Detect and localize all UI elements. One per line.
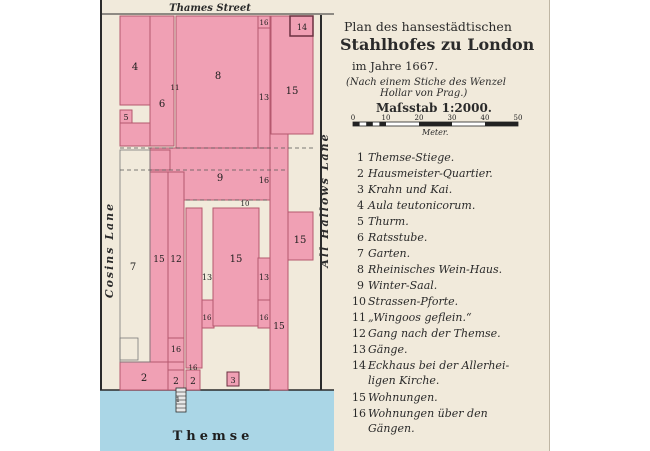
- legend-source-note-cont: Hollar von Prag.): [380, 88, 468, 99]
- plot-8: [176, 16, 258, 148]
- legend-item: [352, 311, 472, 324]
- plot-num-15-east: 15: [273, 322, 285, 332]
- plot-num-5: 5: [123, 113, 129, 122]
- plot-num-8: 8: [214, 71, 222, 82]
- plot-num-3: 3: [230, 376, 236, 385]
- street-label-thames: Thames Street: [169, 3, 251, 14]
- plot-num-2-annex: 2: [190, 377, 196, 387]
- legend-item: [352, 247, 410, 260]
- scale-bar: [346, 113, 526, 129]
- legend-item-continuation: Gängen.: [368, 422, 415, 435]
- legend-item: [352, 295, 458, 308]
- legend-item-label: Wohnungen über den: [368, 407, 488, 420]
- scale-tick-50: 50: [513, 114, 523, 122]
- legend-item-label: Hausmeister-Quartier.: [368, 167, 493, 180]
- legend-item-number: 10: [352, 295, 366, 308]
- plot-12-north: [150, 150, 170, 170]
- legend-source-note: (Nach einem Stiche des Wenzel: [346, 77, 507, 88]
- legend-item: [352, 327, 501, 340]
- legend-item-number: 7: [357, 247, 364, 260]
- plot-6-lower: [120, 123, 150, 146]
- legend-item: [352, 231, 427, 244]
- legend-item: [352, 279, 437, 292]
- legend-item: [352, 151, 454, 164]
- legend-item: [352, 407, 488, 420]
- legend-item: [352, 199, 475, 212]
- legend-item-number: 2: [357, 167, 364, 180]
- plot-num-10: 10: [240, 200, 250, 208]
- legend-item-label: Garten.: [368, 247, 411, 260]
- legend-item-label: Thurm.: [368, 215, 409, 228]
- legend-item-number: 14: [352, 359, 366, 372]
- legend-item-label: Winter-Saal.: [368, 279, 438, 292]
- legend-item-label: Strassen-Pforte.: [368, 295, 459, 308]
- legend-item-label: Wohnungen.: [368, 391, 438, 404]
- plot-num-7: 7: [129, 262, 137, 273]
- legend-item-label: Eckhaus bei der Allerhei-: [368, 359, 510, 372]
- plot-num-1: 1: [175, 396, 181, 404]
- legend-item-number: 5: [357, 215, 364, 228]
- scale-tick-10: 10: [381, 114, 391, 122]
- plot-num-15-ne: 15: [285, 86, 299, 97]
- plot-num-15-east-wing: 15: [293, 235, 307, 246]
- legend-item: [352, 183, 452, 196]
- plot-num-16-inner: 16: [202, 314, 212, 322]
- plot-num-13-inner: 13: [201, 273, 213, 282]
- scale-unit: Meter.: [422, 128, 449, 137]
- plot-13-inner: [186, 208, 202, 368]
- legend-item-number: 4: [357, 199, 364, 212]
- plot-num-16-bottom: 16: [188, 364, 198, 372]
- lane-label-cosins: Cosins Lane: [103, 201, 116, 299]
- plot-num-16-lower: 16: [170, 345, 182, 354]
- legend-item-label: Rheinisches Wein-Haus.: [368, 263, 503, 276]
- legend-year: im Jahre 1667.: [352, 59, 438, 73]
- legend-title: Plan des hansestädtischen: [344, 19, 512, 34]
- plot-6: [150, 16, 174, 146]
- scale-tick-20: 20: [414, 114, 424, 122]
- legend-item-number: 13: [352, 343, 366, 356]
- legend-item-number: 8: [357, 263, 364, 276]
- plot-num-4: 4: [131, 62, 139, 73]
- scale-label: Maſsstab 1:2000.: [376, 101, 492, 115]
- legend-item-label: Gang nach der Themse.: [368, 327, 501, 340]
- legend-item-label: Ratsstube.: [368, 231, 428, 244]
- legend-title-main: Stahlhofes zu London: [340, 35, 535, 54]
- legend-item: [352, 167, 493, 180]
- scale-tick-30: 30: [447, 114, 457, 122]
- legend-item: [352, 391, 438, 404]
- legend-panel: [334, 0, 544, 451]
- legend-item-label: Aula teutonicorum.: [368, 199, 476, 212]
- garden-inner: [120, 338, 138, 360]
- legend-item-number: 6: [357, 231, 364, 244]
- plot-15-east: [270, 134, 288, 390]
- plot-num-15-central: 15: [229, 254, 243, 265]
- legend-item: [352, 343, 407, 356]
- plot-num-2-east: 2: [173, 377, 179, 387]
- legend-item-number: 3: [357, 183, 364, 196]
- legend-item-number: 9: [357, 279, 364, 292]
- river-label-themse: Themse: [172, 429, 254, 444]
- legend-item-number: 12: [352, 327, 366, 340]
- legend-item-label: Krahn und Kai.: [368, 183, 453, 196]
- stahlhof-plan: [100, 0, 334, 451]
- lane-label-allhallows: All Hallows Lane: [318, 132, 331, 268]
- legend-item: [352, 215, 409, 228]
- plot-4: [120, 16, 150, 105]
- plot-num-6: 6: [158, 99, 166, 110]
- plot-num-16-east: 16: [259, 314, 269, 322]
- legend-item-label: Themse-Stiege.: [368, 151, 455, 164]
- plot-num-13-east: 13: [258, 273, 270, 282]
- legend-item: [352, 359, 509, 372]
- plot-num-9: 9: [216, 173, 224, 184]
- legend-item-label: Gänge.: [368, 343, 408, 356]
- legend-item-number: 16: [352, 407, 366, 420]
- plot-15-central: [213, 208, 259, 326]
- plot-num-16-top: 16: [259, 19, 269, 27]
- plot-num-16-mid: 16: [258, 176, 270, 185]
- scale-tick-40: 40: [480, 114, 490, 122]
- plot-15-west: [150, 172, 168, 362]
- legend-item-continuation: ligen Kirche.: [368, 374, 440, 387]
- plot-num-12: 12: [170, 255, 182, 265]
- plot-num-15-west: 15: [153, 255, 165, 265]
- plot-num-2-west: 2: [140, 373, 148, 384]
- plot-num-11: 11: [170, 84, 180, 92]
- legend-item-number: 1: [357, 151, 364, 164]
- scale-tick-0: 0: [350, 114, 356, 122]
- plot-7-garden: [120, 150, 150, 362]
- legend-item-number: 11: [352, 311, 366, 324]
- plot-13-east: [258, 28, 270, 150]
- legend-item: [352, 263, 502, 276]
- plot-num-13-top: 13: [258, 93, 270, 102]
- legend-item-label: „Wingoos geflein.“: [368, 311, 472, 324]
- plot-num-14: 14: [296, 23, 308, 32]
- legend-item-number: 15: [352, 391, 366, 404]
